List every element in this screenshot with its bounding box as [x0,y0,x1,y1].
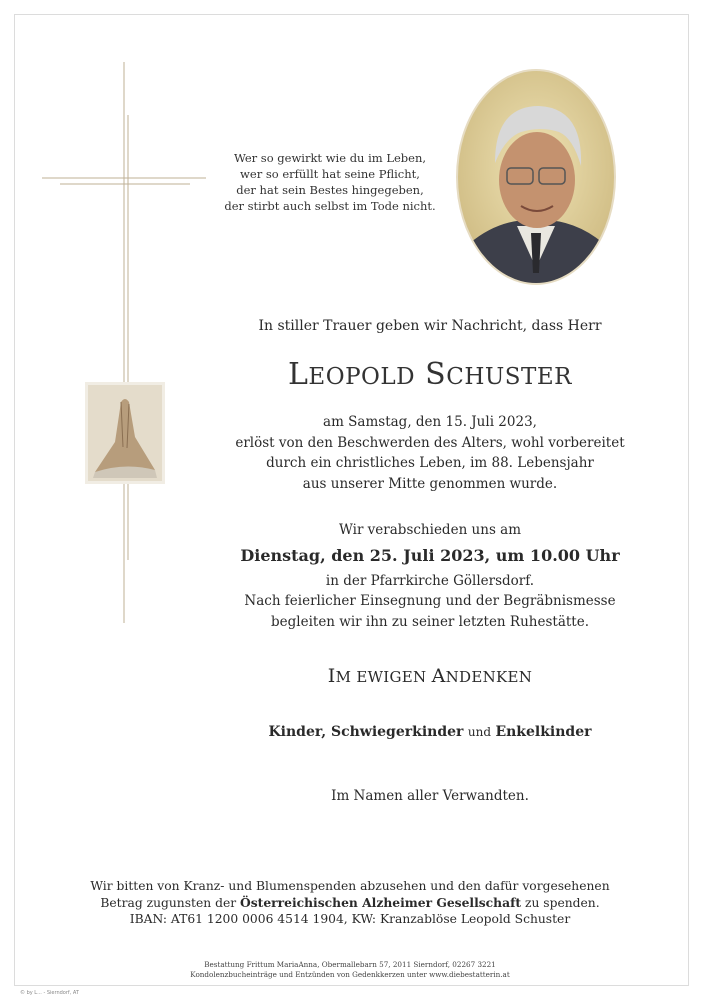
heading-initial: I [327,665,336,687]
poem [205,150,455,214]
funeral-info [180,520,680,632]
donation-notice [20,878,680,928]
portrait-photo [455,68,617,286]
in-memory-heading [180,665,680,687]
charity-name: Österreichischen Alzheimer Gesellschaft [240,894,522,910]
corner-copyright: © by L... - Sierndorf, AT [20,990,79,996]
name-rest: EOPOLD [308,364,416,390]
death-notice [180,412,680,494]
undertaker-address: Bestattung Frittum MariaAnna, Obermallebarn 57, 2011 Sierndorf, 02267 3221 [204,960,496,969]
deceased-name [180,357,680,392]
death-line: aus unserer Mitte genommen wurde. [302,475,558,492]
intro-text: In stiller Trauer geben wir Nachricht, dass Herr [258,318,602,334]
relatives-text: Im Namen aller Verwandten. [331,788,529,804]
family-part: Kinder, Schwiegerkinder [268,724,464,740]
poem-line: der stirbt auch selbst im Tode nicht. [224,199,436,213]
notice-line [20,895,680,912]
heading-rest: NDENKEN [445,668,533,686]
heading-initial: A [431,665,446,687]
poem-line: wer so erfüllt hat seine Pflicht, [240,167,420,181]
death-line: erlöst von den Beschwerden des Alters, wohl vorbereitet [235,434,625,451]
condolence-link: Kondolenzbucheinträge und Entzünden von Gedenkkerzen unter www.diebestatterin.at [190,970,510,979]
poem-line: der hat sein Bestes hingegeben, [236,183,424,197]
family-names [180,724,680,740]
praying-hands-image [85,382,165,484]
notice-line: Wir bitten von Kranz- und Blumenspenden abzusehen und den dafür vorgesehenen [90,879,610,893]
name-initial: L [288,357,309,392]
death-line: am Samstag, den 15. Juli 2023, [323,414,537,430]
footer [40,960,660,980]
death-line: durch ein christliches Leben, im 88. Lebensjahr [266,455,594,471]
iban-line: IBAN: AT61 1200 0006 4514 1904, KW: Kranzablöse Leopold Schuster [129,912,571,926]
notice-text: Betrag zugunsten der [100,895,237,910]
funeral-date: Dienstag, den 25. Juli 2023, um 10.00 Uhr [240,545,620,565]
farewell-line: Nach feierlicher Einsegnung und der Begräbnismesse [244,593,616,609]
farewell-line: Wir verabschieden uns am [338,522,522,538]
poem-line: Wer so gewirkt wie du im Leben, [233,151,427,165]
family-part: Enkelkinder [495,724,592,740]
name-rest: CHUSTER [446,364,572,390]
farewell-line: in der Pfarrkirche Göllersdorf. [325,572,535,589]
heading-rest: M EWIGEN [335,668,432,686]
family-und: und [467,725,491,739]
notice-text: zu spenden. [524,895,600,910]
farewell-line: begleiten wir ihn zu seiner letzten Ruhestätte. [271,613,589,630]
name-initial: S [425,357,447,392]
